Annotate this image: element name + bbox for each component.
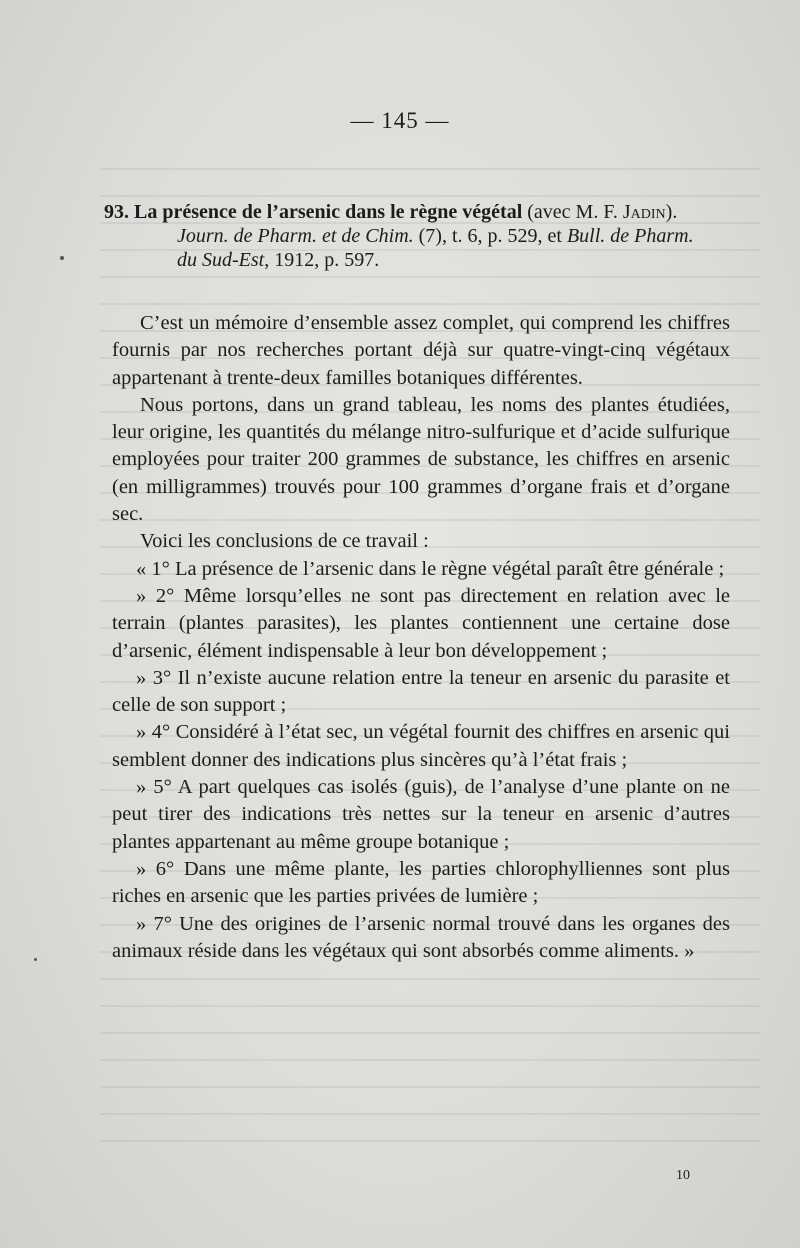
paragraph: C’est un mémoire d’ensemble assez complet, qui comprend les chiffres fournis par nos recherches portant déjà sur quatre-vingt-cinq végétaux appartenant à trente-deux familles botaniques différentes.	[112, 312, 730, 389]
paper-speck	[60, 256, 64, 260]
entry-title: La présence de l’arsenic dans le règne végétal	[134, 201, 523, 223]
printer-signature: 10	[676, 1168, 690, 1183]
conclusion-item: » 3° Il n’existe aucune relation entre la teneur en arsenic du parasite et celle de son support ;	[112, 666, 730, 717]
journal-name-3: du Sud-Est	[177, 249, 265, 271]
page-number: — 145 —	[350, 108, 450, 133]
bibliographic-entry	[104, 200, 744, 272]
entry-line-1	[104, 200, 744, 224]
body-text	[112, 310, 730, 965]
journal-name-2: Bull. de Pharm.	[566, 225, 694, 247]
paper-speck	[34, 958, 37, 961]
entry-authors-prefix: (avec M. F.	[527, 201, 623, 223]
conclusion-item: » 2° Même lorsqu’elles ne sont pas directement en relation avec le terrain (plantes parasites), les plantes contiennent une certaine dose d’arsenic, élément indispensable à leur bon développement ;	[112, 584, 730, 662]
journal-ref-3: , 1912, p. 597.	[264, 249, 380, 271]
paragraph: Nous portons, dans un grand tableau, les noms des plantes étudiées, leur origine, les quantités du mélange nitro-sulfurique et d’acide sulfurique employées pour traiter 200 grammes de substance, les chiffres en arsenic (en milligrammes) trouvés pour 100 grammes d’organe frais et d’organe sec.	[112, 393, 730, 526]
conclusion-item: » 7° Une des origines de l’arsenic normal trouvé dans les organes des animaux réside dans les végétaux qui sont absorbés comme aliments. »	[112, 912, 730, 962]
conclusion-item: « 1° La présence de l’arsenic dans le règne végétal paraît être générale ;	[136, 557, 725, 580]
conclusion-item: » 4° Considéré à l’état sec, un végétal fournit des chiffres en arsenic qui semblent donner des indications plus sincères qu’à l’état frais ;	[112, 721, 730, 771]
entry-number: 93.	[104, 201, 129, 223]
entry-author-name: Jadin	[622, 201, 666, 223]
entry-authors-suffix: ).	[665, 201, 678, 223]
journal-name-1: Journ. de Pharm. et de Chim.	[177, 225, 414, 247]
entry-line-2	[104, 224, 744, 248]
conclusion-item: » 5° A part quelques cas isolés (guis), de l’analyse d’une plante on ne peut tirer des indications très nettes sur la teneur en arsenic d’autres plantes appartenant au même groupe botanique ;	[112, 776, 730, 853]
entry-line-3	[104, 248, 744, 272]
conclusion-item: » 6° Dans une même plante, les parties chlorophylliennes sont plus riches en arsenic que les parties privées de lumière ;	[112, 857, 730, 908]
journal-ref-1: (7), t. 6, p. 529, et	[413, 225, 567, 247]
paragraph: Voici les conclusions de ce travail :	[140, 530, 429, 553]
